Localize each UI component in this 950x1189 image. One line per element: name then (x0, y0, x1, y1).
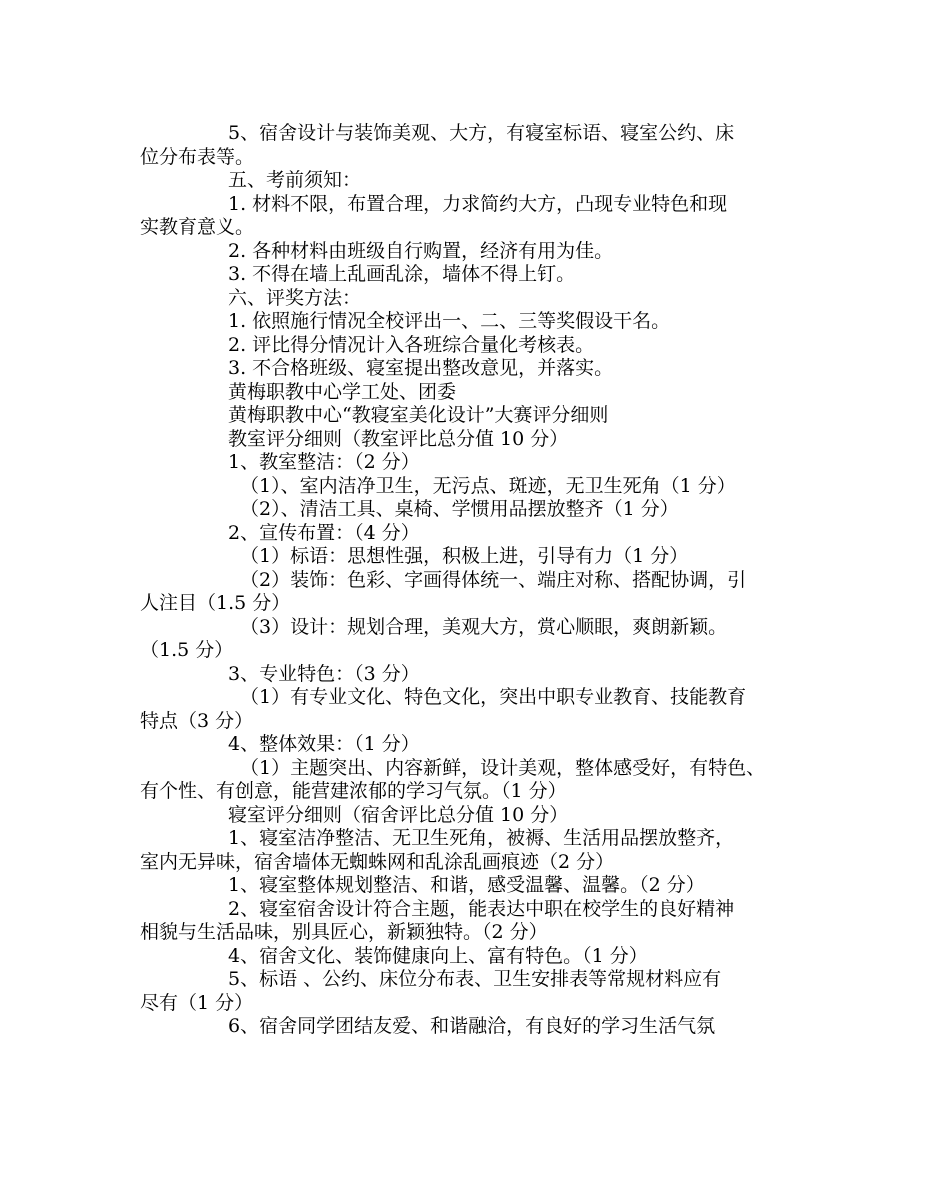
text-line: 1、寝室整体规划整洁、和谐，感受温馨、温馨。（2 分） (228, 874, 705, 896)
text-line: 尽有（1 分） (140, 991, 254, 1014)
text-line: 2. 评比得分情况计入各班综合量化考核表。 (228, 333, 595, 356)
section-heading: 五、考前须知： (228, 169, 362, 191)
text-line: 相貌与生活品味，别具匠心，新颖独特。（2 分） (140, 921, 548, 943)
text-line: 室内无异味，宿舍墙体无蜘蛛网和乱涂乱画痕迹（2 分） (140, 850, 615, 873)
text-line: 5、宿舍设计与装饰美观、大方，有寝室标语、寝室公约、床 (228, 122, 735, 144)
section-heading: 六、评奖方法： (228, 286, 362, 309)
document-page (140, 122, 830, 1039)
text-line: 4、宿舍文化、装饰健康向上、富有特色。（1 分） (228, 944, 648, 967)
section-heading: 教室评分细则（教室评比总分值 10 分） (228, 427, 569, 450)
text-line: 1、教室整洁：（2 分） (228, 451, 420, 473)
text-line: （1.5 分） (140, 639, 234, 661)
text-line: 特点（3 分） (140, 709, 254, 732)
text-line: 3、专业特色：（3 分） (228, 662, 420, 685)
document-title: 黄梅职教中心“教寝室美化设计”大赛评分细则 (228, 404, 609, 426)
text-line: （1）、室内洁净卫生，无污点、斑迹，无卫生死角（1 分） (240, 474, 736, 497)
text-line: 4、整体效果：（1 分） (228, 733, 420, 755)
text-line: （2）、清洁工具、桌椅、学惯用品摆放整齐（1 分） (240, 498, 679, 520)
text-line: 2、宣传布置：（4 分） (228, 521, 420, 544)
text-line: 有个性、有创意，能营建浓郁的学习气氛。（1 分） (140, 780, 567, 802)
text-line: 3. 不合格班级、寝室提出整改意见，并落实。 (228, 357, 614, 379)
text-line: 1. 依照施行情况全校评出一、二、三等奖假设干名。 (228, 310, 671, 332)
text-line: （1）主题突出、内容新鲜，设计美观，整体感受好，有特色、 (240, 756, 766, 779)
text-line: （2）装饰：色彩、字画得体统一、端庄对称、搭配协调，引 (240, 568, 747, 591)
text-line: 1. 材料不限，布置合理，力求简约大方，凸现专业特色和现 (228, 192, 728, 215)
text-line: 实教育意义。 (140, 216, 255, 238)
text-line: 2、寝室宿舍设计符合主题，能表达中职在校学生的良好精神 (228, 897, 735, 920)
section-heading: 寝室评分细则（宿舍评比总分值 10 分） (228, 803, 569, 826)
text-line: （3）设计：规划合理，美观大方，赏心顺眼，爽朗新颖。 (240, 615, 728, 638)
text-line: 人注目（1.5 分） (140, 592, 291, 614)
text-line: 黄梅职教中心学工处、团委 (228, 380, 457, 403)
text-line: （1）有专业文化、特色文化，突出中职专业教育、技能教育 (240, 686, 747, 708)
text-line: 6、宿舍同学团结友爱、和谐融洽，有良好的学习生活气氛 (228, 1015, 716, 1037)
text-line: 5、标语 、公约、床位分布表、卫生安排表等常规材料应有 (228, 968, 722, 990)
text-line: 1、寝室洁净整洁、无卫生死角，被褥、生活用品摆放整齐， (228, 827, 735, 849)
text-line: 位分布表等。 (140, 145, 255, 168)
text-line: 3. 不得在墙上乱画乱涂，墙体不得上钉。 (228, 263, 576, 285)
text-line: 2. 各种材料由班级自行购置，经济有用为佳。 (228, 239, 614, 262)
text-line: （1）标语：思想性强，积极上进，引导有力（1 分） (240, 545, 689, 567)
